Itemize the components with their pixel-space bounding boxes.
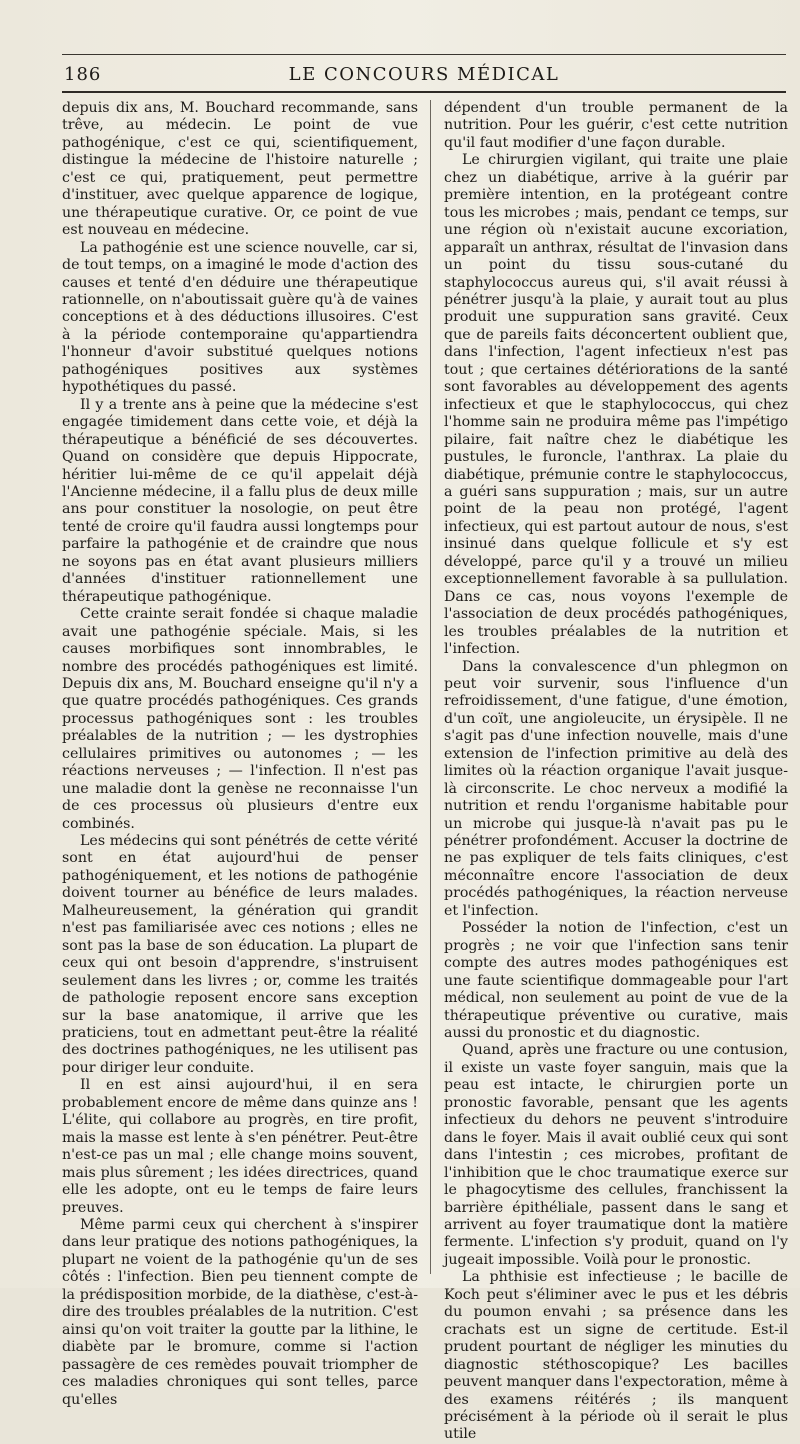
paragraph: Quand, après une fracture ou une contusion, il existe un vaste foyer sanguin, mais que la peau est intacte, le chirurgien porte un pronostic favorable, pensant que les agents infectieux du dehors ne peuvent s'introduire dans le foyer. Mais il avait oublié ceux qui sont dans l'intestin ; ces microbes, profitant de l'inhibition que le choc traumatique exerce sur le phagocytisme des cellules, franchissent la barrière épithéliale, passent dans le sang et arrivent au foyer traumatique dont la matière fermente. L'infection s'y produit, quand on l'y jugeait impossible. Voilà pour le pronostic. [444, 1042, 788, 1268]
paragraph: Même parmi ceux qui cherchent à s'inspirer dans leur pratique des notions pathogéniques, la plupart ne voient de la pathogénie qu'un de ses côtés : l'infection. Bien peu tiennent compte de la prédisposition morbide, de la diathèse, c'est-à-dire des troubles préalables de la nutrition. C'est ainsi qu'on voit traiter la goutte par la lithine, le diabète par le bromure, comme si l'action passagère de ces remèdes pouvait triompher de ces maladies chroniques qui sont telles, parce qu'elles [62, 1217, 418, 1408]
paragraph: La pathogénie est une science nouvelle, car si, de tout temps, on a imaginé le mode d'action des causes et tenté d'en déduire une thérapeutique rationnelle, on n'aboutissait guère qu'à de vaines conceptions et à des déductions illusoires. C'est à la période contemporaine qu'appartiendra l'honneur d'avoir substitué quelques notions pathogéniques positives aux systèmes hypothétiques du passé. [62, 239, 418, 396]
paragraph: Cette crainte serait fondée si chaque maladie avait une pathogénie spéciale. Mais, si les causes morbifiques sont innombrables, le nombre des procédés pathogéniques est limité. Depuis dix ans, M. Bouchard enseigne qu'il n'y a que quatre procédés pathogéniques. Ces grands processus pathogéniques sont : les troubles préalables de la nutrition ; — les dystrophies cellulaires primitives ou autonomes ; — les réactions nerveuses ; — l'infection. Il n'est pas une maladie dont la genèse ne reconnaisse l'un de ces processus où plusieurs d'entre eux combinés. [62, 606, 418, 832]
column-divider [430, 100, 431, 1274]
journal-title: LE CONCOURS MÉDICAL [288, 64, 560, 85]
paragraph: Il en est ainsi aujourd'hui, il en sera probablement encore de même dans quinze ans ! L'élite, qui collabore au progrès, en tire profit, mais la masse est lente à s'en pénétrer. Peut-être n'est-ce pas un mal ; elle change moins souvent, mais plus sûrement ; les idées directrices, quand elle les adopte, ont eu le temps de faire leurs preuves. [62, 1077, 418, 1216]
paragraph: Posséder la notion de l'infection, c'est un progrès ; ne voir que l'infection sans tenir compte des autres modes pathogéniques est une faute scientifique dommageable pour l'art médical, non seulement au point de vue de la thérapeutique préventive ou curative, mais aussi du pronostic et du diagnostic. [444, 920, 788, 1042]
paragraph: Il y a trente ans à peine que la médecine s'est engagée timidement dans cette voie, et déjà la thérapeutique a bénéficié de ses découvertes. Quand on considère que depuis Hippocrate, héritier lui-même de ce qu'il appelait déjà l'Ancienne médecine, il a fallu plus de deux mille ans pour constituer la nosologie, on peut être tenté de croire qu'il faudra aussi longtemps pour parfaire la pathogénie et de craindre que nous ne soyons pas en état avant plusieurs milliers d'années d'instituer rationnellement une thérapeutique pathogénique. [62, 396, 418, 605]
paragraph: La phthisie est infectieuse ; le bacille de Koch peut s'éliminer avec le pus et les débris du poumon envahi ; sa présence dans les crachats est un signe de certitude. Est-il prudent pourtant de négliger les minuties du diagnostic stéthoscopique? Les bacilles peuvent manquer dans l'expectoration, même à des examens réitérés ; ils manquent précisément à la période où il serait le plus utile [444, 1269, 788, 1443]
left-column [62, 100, 418, 1408]
right-column [444, 100, 788, 1443]
paragraph: Dans la convalescence d'un phlegmon on peut voir survenir, sous l'influence d'un refroidissement, d'une fatigue, d'une émotion, d'un coït, une angioleucite, un érysipèle. Il ne s'agit pas d'une infection nouvelle, mais d'une extension de l'infection primitive au delà des limites où la réaction organique l'avait jusque-là circonscrite. Le choc nerveux a modifié la nutrition et rendu l'organisme habitable pour un microbe qui jusque-là n'avait pas pu le pénétrer profondément. Accuser la doctrine de ne pas expliquer de tels faits cliniques, c'est méconnaître encore l'association de deux procédés pathogéniques, la réaction nerveuse et l'infection. [444, 658, 788, 919]
header-rule-top [62, 54, 786, 55]
paragraph: depuis dix ans, M. Bouchard recommande, sans trêve, au médecin. Le point de vue pathogénique, c'est ce qui, scientifiquement, distingue la médecine de l'histoire naturelle ; c'est ce qui, pratiquement, peut permettre d'instituer, avec quelque apparence de logique, une thérapeutique curative. Or, ce point de vue est nouveau en médecine. [62, 100, 418, 239]
page-header [62, 62, 786, 90]
paragraph: Le chirurgien vigilant, qui traite une plaie chez un diabétique, arrive à la guérir par première intention, en la protégeant contre tous les microbes ; mais, pendant ce temps, sur une région où n'existait aucune excoriation, apparaît un anthrax, résultat de l'invasion dans un point du tissu sous-cutané du staphylococcus aureus qui, s'il avait réussi à pénétrer jusqu'à la plaie, y aurait tout au plus produit une suppuration sans gravité. Ceux que de pareils faits déconcertent oublient que, dans l'infection, l'agent infectieux n'est pas tout ; que certaines détériorations de la santé sont favorables au développement des agents infectieux et que le staphylococcus, qui chez l'homme sain ne produira même pas l'impétigo pilaire, fait naître chez le diabétique les pustules, le furoncle, l'anthrax. La plaie du diabétique, prémunie contre le staphylococcus, a guéri sans suppuration ; mais, sur un autre point de la peau non protégé, l'agent infectieux, qui est partout autour de nous, s'est insinué dans quelque follicule et s'y est développé, parce qu'il y a trouvé un milieu exceptionnellement favorable à sa pullulation. Dans ce cas, nous voyons l'exemple de l'association de deux procédés pathogéniques, les troubles préalables de la nutrition et l'infection. [444, 152, 788, 658]
header-rule-bottom [62, 91, 786, 93]
paragraph: Les médecins qui sont pénétrés de cette vérité sont en état aujourd'hui de penser pathogéniquement, et les notions de pathogénie doivent tourner au bénéfice de leurs malades. Malheureusement, la génération qui grandit n'est pas familiarisée avec ces notions ; elles ne sont pas la base de son éducation. La plupart de ceux qui ont besoin d'apprendre, s'instruisent seulement dans les livres ; or, comme les traités de pathologie reposent encore sans exception sur la base anatomique, il arrive que les praticiens, tout en admettant peut-être la réalité des doctrines pathogéniques, ne les utilisent pas pour diriger leur conduite. [62, 833, 418, 1076]
paragraph: dépendent d'un trouble permanent de la nutrition. Pour les guérir, c'est cette nutrition qu'il faut modifier d'une façon durable. [444, 100, 788, 151]
page-number: 186 [64, 64, 102, 85]
